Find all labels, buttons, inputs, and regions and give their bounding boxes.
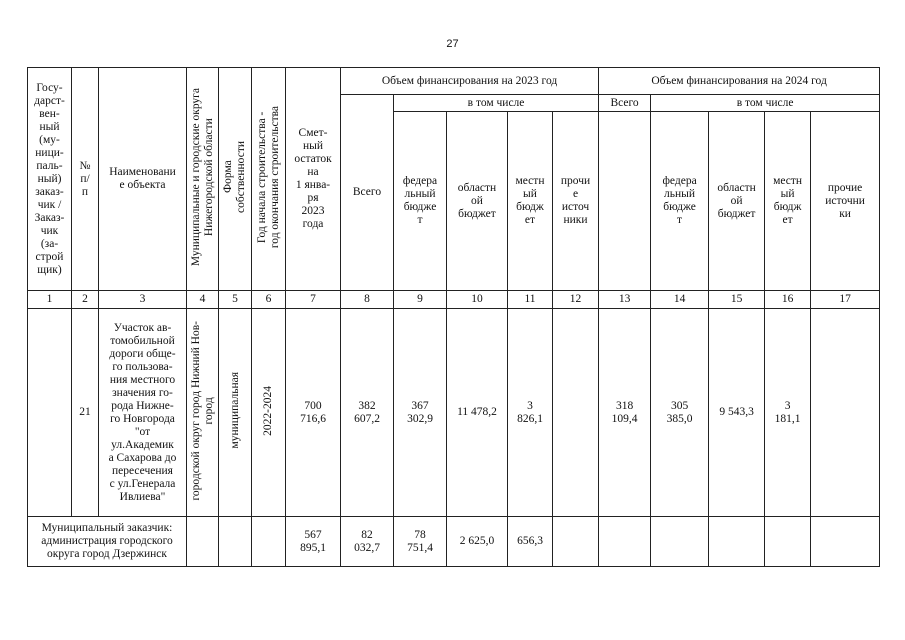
header-financing-2023: Объем финансирования на 2023 год	[341, 68, 599, 95]
header-mestny-2024: местн ый бюдж ет	[765, 112, 811, 291]
row2-oblast-2023: 2 625,0	[447, 517, 508, 567]
header-mestny-2023: местн ый бюдж ет	[508, 112, 553, 291]
col-number: 17	[811, 291, 880, 309]
col-number: 9	[394, 291, 447, 309]
row2-ownership	[219, 517, 252, 567]
header-customer: Госу- дарст- вен- ный (му- ници- паль- ный) заказ- чик / Заказ- чик (за- строй щик)	[28, 68, 72, 291]
row1-mestny-2024: 3 181,1	[765, 309, 811, 517]
header-ownership: Форма собственности	[219, 68, 252, 291]
row1-prochie-2024	[811, 309, 880, 517]
row2-federal-2023: 78 751,4	[394, 517, 447, 567]
col-number: 14	[651, 291, 709, 309]
col-number: 12	[553, 291, 599, 309]
header-federal-2024: федера льный бюдже т	[651, 112, 709, 291]
col-number: 1	[28, 291, 72, 309]
row2-customer: Муниципальный заказчик: администрация городского округа город Дзержинск	[28, 517, 187, 567]
col-number: 13	[599, 291, 651, 309]
row1-district: городской округ город Нижний Нов- город	[187, 309, 219, 517]
row2-prochie-2023	[553, 517, 599, 567]
row2-prochie-2024	[811, 517, 880, 567]
row1-total-2024: 318 109,4	[599, 309, 651, 517]
row1-oblast-2024: 9 543,3	[709, 309, 765, 517]
col-number: 15	[709, 291, 765, 309]
row1-years: 2022-2024	[252, 309, 286, 517]
row2-mestny-2023: 656,3	[508, 517, 553, 567]
row1-ownership: муниципальная	[219, 309, 252, 517]
header-prochie-2024: прочие источни ки	[811, 112, 880, 291]
row1-federal-2023: 367 302,9	[394, 309, 447, 517]
row2-mestny-2024	[765, 517, 811, 567]
col-number: 8	[341, 291, 394, 309]
header-total-2024-blank	[599, 112, 651, 291]
row2-total-2023: 82 032,7	[341, 517, 394, 567]
row1-oblast-2023: 11 478,2	[447, 309, 508, 517]
row1-object-name: Участок ав- томобильной дороги обще- го пользова- ния местного значения го- рода Нижне- го Новгорода "от ул.Академик а Сахарова до пересечения с ул.Генерала Ивлиева"	[99, 309, 187, 517]
col-number: 6	[252, 291, 286, 309]
column-numbers-row	[28, 291, 880, 309]
header-number: № п/ п	[72, 68, 99, 291]
financing-table	[27, 67, 880, 567]
row1-mestny-2023: 3 826,1	[508, 309, 553, 517]
header-total-2023: Всего	[341, 95, 394, 291]
header-federal-2023: федера льный бюдже т	[394, 112, 447, 291]
row2-remainder: 567 895,1	[286, 517, 341, 567]
row1-number: 21	[72, 309, 99, 517]
col-number: 2	[72, 291, 99, 309]
header-prochie-2023: прочи е источ ники	[553, 112, 599, 291]
row1-prochie-2023	[553, 309, 599, 517]
row2-total-2024	[599, 517, 651, 567]
table-row	[28, 309, 880, 517]
col-number: 5	[219, 291, 252, 309]
col-number: 7	[286, 291, 341, 309]
col-number: 16	[765, 291, 811, 309]
header-financing-2024: Объем финансирования на 2024 год	[599, 68, 880, 95]
header-total-2024: Всего	[599, 95, 651, 112]
col-number: 4	[187, 291, 219, 309]
col-number: 10	[447, 291, 508, 309]
row1-federal-2024: 305 385,0	[651, 309, 709, 517]
header-oblast-2024: областн ой бюджет	[709, 112, 765, 291]
col-number: 3	[99, 291, 187, 309]
row2-district	[187, 517, 219, 567]
page-number: 27	[446, 38, 459, 50]
header-years: Год начала строительства - год окончания строительства	[252, 68, 286, 291]
row1-customer	[28, 309, 72, 517]
header-oblast-2023: областн ой бюджет	[447, 112, 508, 291]
header-remainder: Смет- ный остаток на 1 янва- ря 2023 года	[286, 68, 341, 291]
row2-oblast-2024	[709, 517, 765, 567]
col-number: 11	[508, 291, 553, 309]
row2-years	[252, 517, 286, 567]
row1-total-2023: 382 607,2	[341, 309, 394, 517]
header-object-name: Наименовани е объекта	[99, 68, 187, 291]
table-row	[28, 517, 880, 567]
header-district: Муниципальные и городские округа Нижегородской области	[187, 68, 219, 291]
header-including-2023: в том числе	[394, 95, 599, 112]
header-including-2024: в том числе	[651, 95, 880, 112]
row2-federal-2024	[651, 517, 709, 567]
row1-remainder: 700 716,6	[286, 309, 341, 517]
